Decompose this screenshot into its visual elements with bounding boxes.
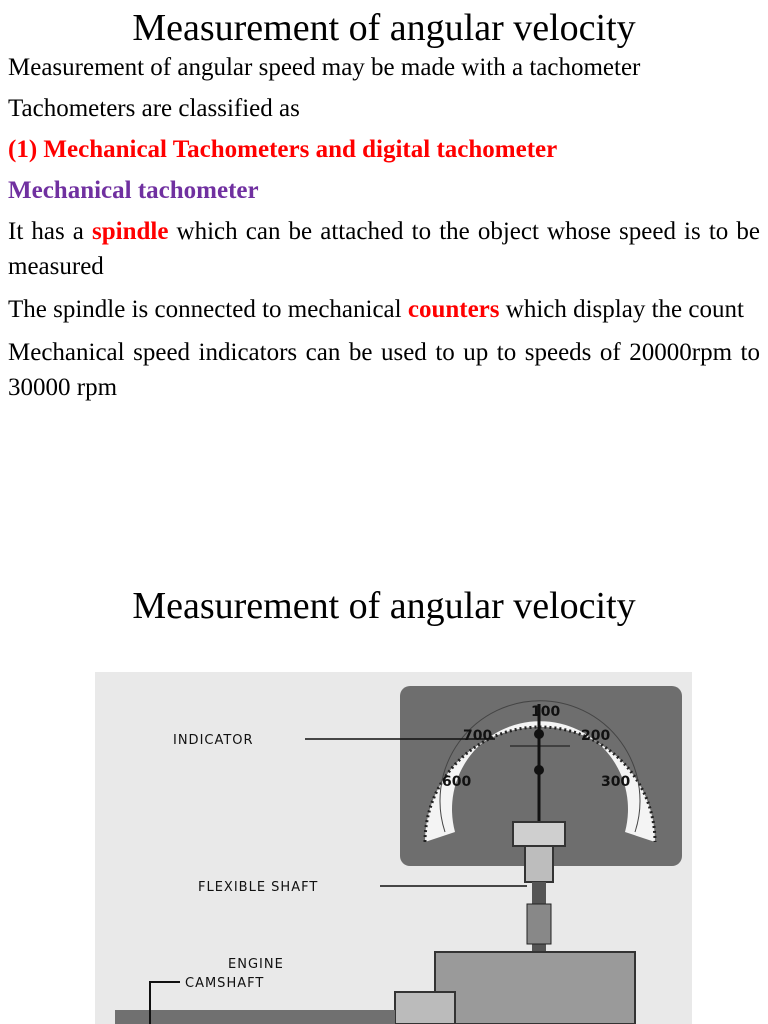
dial-number-600: 600 [442,774,472,790]
heading-mechanical-tachometer: Mechanical tachometer [8,177,259,204]
dial-number-100: 100 [531,704,561,720]
paragraph-tachometer-intro: Measurement of angular speed may be made with a tachometer [8,54,641,81]
slide-2 [0,560,768,1024]
dial-number-300: 300 [601,774,631,790]
camshaft-bar [115,1010,395,1024]
paragraph-counters [8,292,760,327]
label-camshaft: CAMSHAFT [185,976,265,991]
tachometer-illustration [95,672,692,1024]
dial-number-200: 200 [581,728,611,744]
paragraph-classification: Tachometers are classified as [8,95,300,122]
spindle-text-post: which can be attached to the object whose speed is to be measured [8,218,760,280]
tachometer-diagram [95,672,692,1024]
slide-1-title: Measurement of angular velocity [132,7,636,49]
label-flexible-shaft: FLEXIBLE SHAFT [198,880,319,895]
paragraph-spindle [8,214,760,284]
label-engine: ENGINE [228,957,284,972]
spindle-text-pre: It has a [8,218,93,245]
counters-text-pre: The spindle is connected to mechanical [8,296,408,323]
slide-2-title: Measurement of angular velocity [132,585,636,627]
label-indicator: INDICATOR [173,733,254,748]
spindle-emphasis: spindle [92,218,169,245]
shaft-connector [527,904,551,944]
counters-text-post: which display the count [499,296,744,323]
coupling-nut [525,846,553,882]
slide-1-body [0,50,768,405]
engine-block [435,952,635,1024]
camshaft-housing [395,992,455,1024]
counters-emphasis: counters [407,296,500,323]
needle-pivot-top [534,729,544,739]
paragraph-speed-range: Mechanical speed indicators can be used to up to speeds of 20000rpm to 30000 rpm [8,339,760,401]
dial-number-700: 700 [463,728,493,744]
heading-mechanical-and-digital: (1) Mechanical Tachometers and digital tachometer [8,136,558,163]
dial-coupling [513,822,565,846]
needle-pivot-middle [534,765,544,775]
